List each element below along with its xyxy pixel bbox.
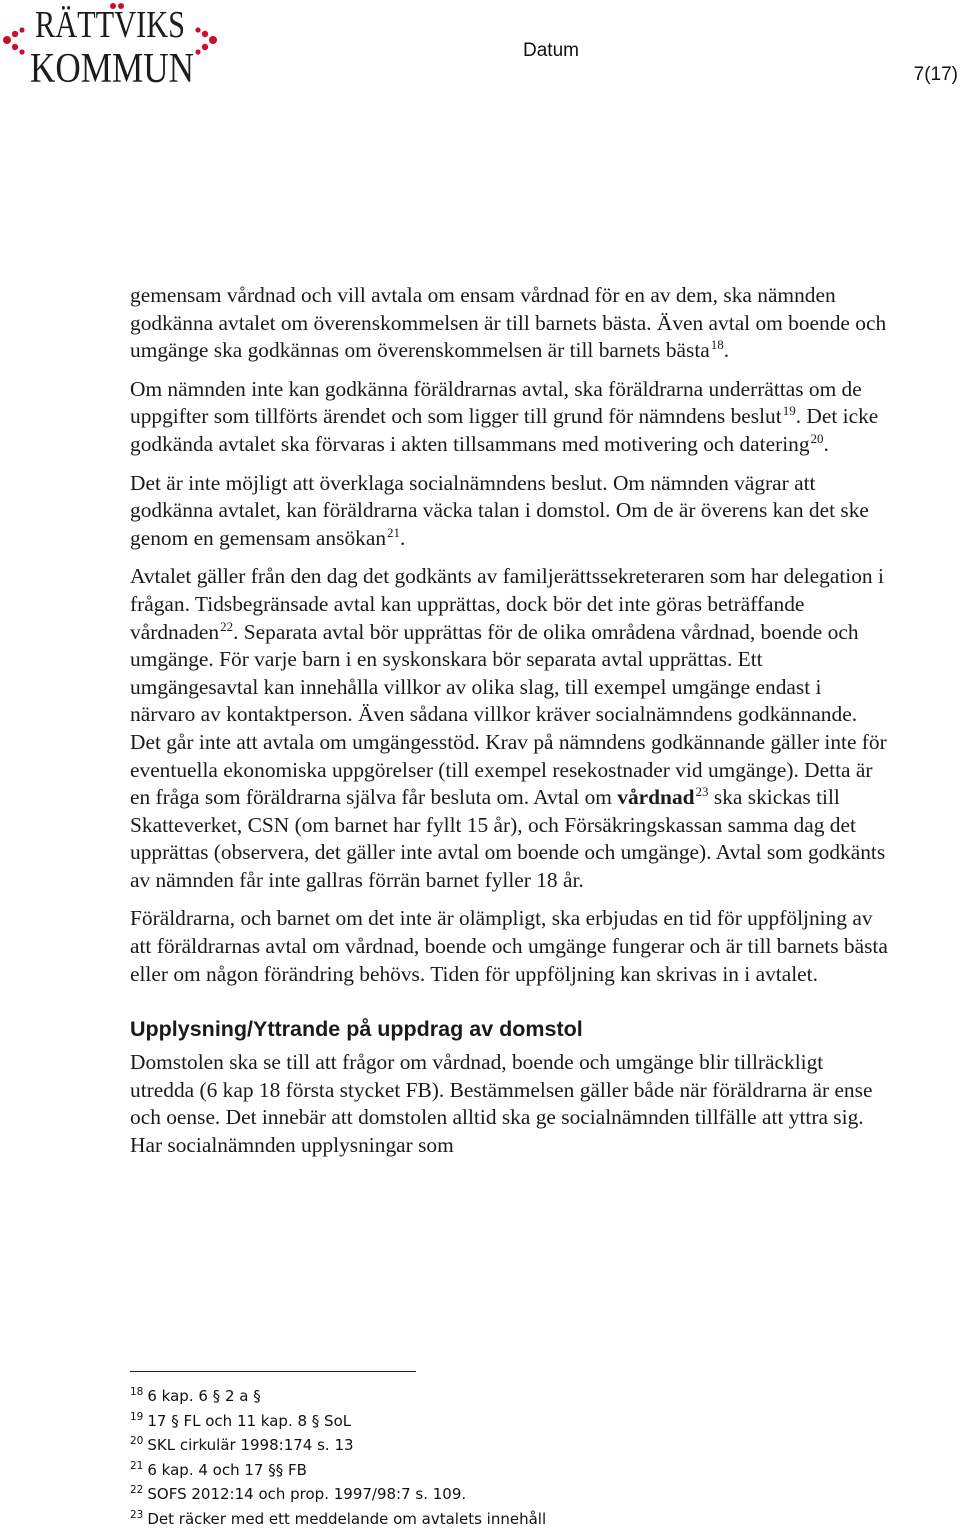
paragraph-text: gemensam vårdnad och vill avtala om ensam vårdnad för en av dem, ska nämnden godkänna avtalet om överenskommelsen är till barnets bästa. Även avtal om boende och umgänge ska godkännas om överenskommelsen är till barnets bästa bbox=[130, 283, 887, 363]
footnote-number: 20 bbox=[130, 1435, 144, 1447]
paragraph-text: . bbox=[723, 338, 730, 363]
footnote-20 bbox=[130, 1429, 546, 1454]
paragraph-text: ska skickas till Skatteverket, CSN (om barnet har fyllt 15 år), och Försäkringskassan samma dag det upprättas (observera, det gäller inte avtal om boende och umgänge). Avtal som godkänts av nämnden får inte gallras förrän barnet fyller 18 år. bbox=[130, 785, 886, 892]
footnote-19 bbox=[130, 1405, 546, 1430]
footnote-ref-21[interactable]: 21 bbox=[387, 524, 401, 540]
paragraph-5: Föräldrarna, och barnet om det inte är olämpligt, ska erbjudas en tid för uppföljning av att föräldrarnas avtal om vårdnad, boende och umgänge fungerar och är till barnets bästa eller om någon förändring behövs. Tiden för uppföljning kan skrivas in i avtalet. bbox=[130, 906, 888, 986]
page-header bbox=[0, 0, 960, 100]
bold-term: vårdnad bbox=[617, 785, 695, 810]
footnote-number: 23 bbox=[130, 1508, 144, 1521]
page-number: 7(17) bbox=[913, 64, 958, 85]
section-heading: Upplysning/Yttrande på uppdrag av domstol bbox=[130, 1017, 583, 1042]
footnote-text: 17 § FL och 11 kap. 8 § SoL bbox=[147, 1411, 352, 1430]
footnote-ref-23[interactable]: 23 bbox=[695, 784, 709, 800]
date-label: Datum bbox=[523, 40, 579, 61]
footnote-number: 22 bbox=[130, 1484, 144, 1496]
logo-line-1: RÄTTVIKS bbox=[35, 4, 185, 46]
paragraph-4 bbox=[130, 563, 890, 894]
rattviks-kommun-logo bbox=[0, 2, 232, 88]
logo-line-2: KOMMUN bbox=[30, 46, 194, 88]
footnote-ref-18[interactable]: 18 bbox=[710, 337, 724, 353]
footnote-ref-19[interactable]: 19 bbox=[782, 403, 796, 419]
document-body bbox=[130, 282, 890, 1171]
footnotes bbox=[130, 1380, 546, 1527]
paragraph-text: . bbox=[823, 431, 829, 456]
footnote-text: 6 kap. 6 § 2 a § bbox=[147, 1387, 261, 1405]
footnote-18 bbox=[130, 1380, 546, 1405]
paragraph-text: Om nämnden inte kan godkänna föräldrarnas avtal, ska föräldrarna underrättas om de uppgifter som tillförts ärendet och som ligger till grund för nämndens beslut bbox=[130, 376, 862, 429]
footnote-text: Det räcker med ett meddelande om avtalets innehåll bbox=[147, 1509, 547, 1528]
footnote-text: SKL cirkulär 1998:174 s. 13 bbox=[147, 1436, 354, 1454]
footnote-ref-20[interactable]: 20 bbox=[810, 430, 824, 446]
paragraph-text: . bbox=[400, 525, 406, 550]
footnote-number: 21 bbox=[130, 1459, 144, 1472]
footnote-text: SOFS 2012:14 och prop. 1997/98:7 s. 109. bbox=[147, 1485, 467, 1503]
paragraph-text: . Separata avtal bör upprättas för de olika områdena vårdnad, boende och umgänge. För varje barn i en syskonskara bör separata avtal upprättas. Ett umgängesavtal kan innehålla villkor av olika slag, till exempel umgänge endast i närvaro av kontaktperson. Även sådana villkor kräver socialnämndens godkännande. Det går inte att avtala om umgängesstöd. Krav på nämndens godkännande gäller inte för eventuella ekonomiska uppgörelser (till exempel resekostnader vid umgänge). Detta är en fråga som föräldrarna själva får besluta om. Avtal om bbox=[130, 619, 887, 810]
footnote-number: 19 bbox=[130, 1410, 144, 1423]
footnote-22 bbox=[130, 1478, 546, 1503]
footnote-number: 18 bbox=[130, 1386, 144, 1398]
footnote-23 bbox=[130, 1503, 546, 1528]
footnote-ref-22[interactable]: 22 bbox=[220, 618, 234, 634]
footnote-separator bbox=[130, 1371, 416, 1372]
footnote-text: 6 kap. 4 och 17 §§ FB bbox=[147, 1460, 307, 1479]
paragraph-6: Domstolen ska se till att frågor om vårdnad, boende och umgänge blir tillräckligt utredda (6 kap 18 första stycket FB). Bestämmelsen gäller både när föräldrarna är ense och oense. Det innebär att domstolen alltid ska ge socialnämnden tillfälle att yttra sig. Har socialnämnden upplysningar som bbox=[130, 1050, 873, 1158]
footnote-21 bbox=[130, 1454, 546, 1479]
paragraph-1 bbox=[130, 282, 890, 365]
paragraph-text: Det är inte möjligt att överklaga socialnämndens beslut. Om nämnden vägrar att godkänna avtalet, kan föräldrarna väcka talan i domstol. Om de är överens kan det ske genom en gemensam ansökan bbox=[130, 470, 869, 550]
paragraph-2 bbox=[130, 376, 890, 459]
paragraph-text: . Det icke godkända avtalet ska förvaras i akten tillsammans med motivering och datering bbox=[130, 404, 879, 456]
paragraph-text: Avtalet gäller från den dag det godkänts av familjerättssekreteraren som har delegation i frågan. Tidsbegränsade avtal kan upprättas, dock bör det inte göras beträffande vårdnaden bbox=[130, 564, 884, 644]
paragraph-3 bbox=[130, 470, 890, 553]
